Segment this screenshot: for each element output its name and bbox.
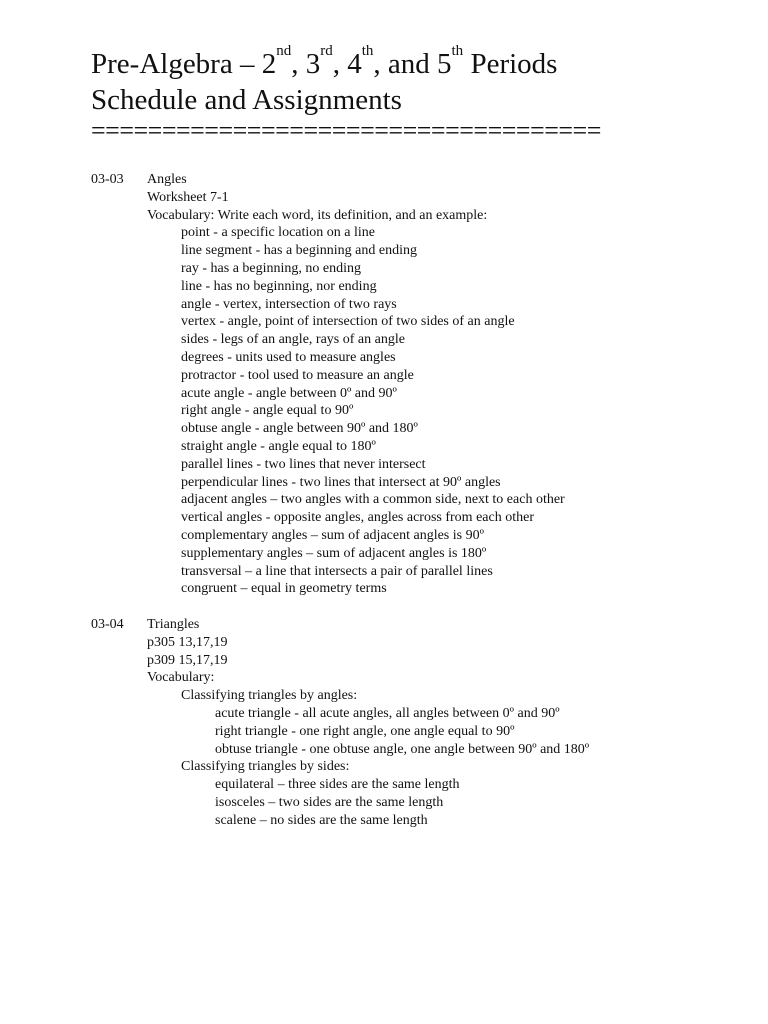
assignment-text: Worksheet 7-1	[147, 189, 229, 205]
superscript: th	[361, 43, 374, 59]
section-spacer	[0, 598, 768, 616]
assignment-item	[0, 189, 768, 207]
vocab-entry	[0, 812, 768, 830]
title-part: , 3	[291, 48, 321, 80]
section-date: 03-03	[91, 172, 124, 187]
vocab-entry	[0, 331, 768, 349]
vocab-text: straight angle - angle equal to 180º	[181, 438, 376, 454]
group-heading	[0, 687, 768, 705]
vocab-entry	[0, 349, 768, 367]
vocab-entry	[0, 402, 768, 420]
vocab-entry	[0, 385, 768, 403]
page-title	[91, 43, 558, 118]
vocab-text: adjacent angles – two angles with a common side, next to each other	[181, 492, 565, 508]
vocab-entry	[0, 527, 768, 545]
section-header	[0, 171, 768, 189]
vocab-text: scalene – no sides are the same length	[215, 812, 428, 828]
vocab-entry	[0, 545, 768, 563]
vocab-text: point - a specific location on a line	[181, 225, 375, 241]
title-part: Pre-Algebra – 2	[91, 48, 277, 80]
superscript: rd	[320, 43, 333, 59]
vocab-entry	[0, 705, 768, 723]
section-topic: Angles	[147, 172, 187, 187]
vocab-text: acute angle - angle between 0º and 90º	[181, 385, 397, 401]
assignment-text: p309 15,17,19	[147, 652, 228, 668]
assignment-text: p305 13,17,19	[147, 634, 228, 650]
vocab-text: degrees - units used to measure angles	[181, 349, 396, 365]
superscript: th	[451, 43, 464, 59]
vocab-text: congruent – equal in geometry terms	[181, 581, 387, 597]
vocab-entry	[0, 367, 768, 385]
section-header	[0, 616, 768, 634]
vocab-text: protractor - tool used to measure an angle	[181, 367, 414, 383]
assignment-item	[0, 634, 768, 652]
vocab-entry	[0, 563, 768, 581]
section-date: 03-04	[91, 616, 124, 632]
group-heading-text: Classifying triangles by angles:	[181, 688, 358, 704]
vocab-entry	[0, 260, 768, 278]
vocab-entry	[0, 313, 768, 331]
schedule-body	[0, 171, 768, 829]
page-subtitle: Schedule and Assignments	[91, 84, 402, 116]
vocab-text: parallel lines - two lines that never intersect	[181, 456, 426, 472]
vocab-text: perpendicular lines - two lines that intersect at 90º angles	[181, 474, 501, 490]
vocab-entry	[0, 794, 768, 812]
vocab-text: line - has no beginning, nor ending	[181, 278, 377, 294]
assignment-item	[0, 652, 768, 670]
vocab-text: equilateral – three sides are the same length	[215, 777, 460, 793]
vocab-entry	[0, 509, 768, 527]
title-divider: ====================================	[91, 118, 601, 144]
assignment-item	[0, 669, 768, 687]
vocab-text: line segment - has a beginning and ending	[181, 243, 417, 259]
assignment-item	[0, 207, 768, 225]
title-part: , and 5	[373, 48, 452, 80]
vocab-text: sides - legs of an angle, rays of an angle	[181, 332, 405, 348]
vocab-text: isosceles – two sides are the same length	[215, 794, 444, 810]
vocab-entry	[0, 474, 768, 492]
vocab-text: transversal – a line that intersects a pair of parallel lines	[181, 563, 493, 579]
vocab-text: ray - has a beginning, no ending	[181, 260, 362, 276]
vocab-entry	[0, 242, 768, 260]
superscript: nd	[276, 43, 292, 59]
vocab-text: right triangle - one right angle, one angle equal to 90º	[215, 723, 515, 739]
assignment-text: Vocabulary:	[147, 670, 215, 686]
vocab-entry	[0, 224, 768, 242]
vocab-entry	[0, 278, 768, 296]
vocab-entry	[0, 776, 768, 794]
vocab-entry	[0, 296, 768, 314]
group-heading-text: Classifying triangles by sides:	[181, 759, 350, 775]
vocab-text: acute triangle - all acute angles, all angles between 0º and 90º	[215, 705, 560, 721]
vocab-entry	[0, 456, 768, 474]
group-heading	[0, 758, 768, 776]
vocab-entry	[0, 491, 768, 509]
section-topic: Triangles	[147, 616, 200, 632]
vocab-entry	[0, 580, 768, 598]
title-part: , 4	[332, 48, 362, 80]
vocab-text: right angle - angle equal to 90º	[181, 403, 354, 419]
vocab-text: obtuse triangle - one obtuse angle, one angle between 90º and 180º	[215, 741, 590, 757]
title-line-1	[91, 43, 558, 82]
vocab-text: vertical angles - opposite angles, angles across from each other	[181, 510, 534, 526]
vocab-text: complementary angles – sum of adjacent angles is 90º	[181, 527, 484, 543]
title-part: Periods	[463, 48, 558, 80]
assignment-text: Vocabulary: Write each word, its definition, and an example:	[147, 207, 488, 223]
vocab-entry	[0, 741, 768, 759]
vocab-entry	[0, 420, 768, 438]
vocab-text: obtuse angle - angle between 90º and 180º	[181, 421, 418, 437]
vocab-entry	[0, 438, 768, 456]
vocab-entry	[0, 723, 768, 741]
vocab-text: vertex - angle, point of intersection of two sides of an angle	[181, 314, 515, 330]
vocab-text: supplementary angles – sum of adjacent angles is 180º	[181, 545, 487, 561]
vocab-text: angle - vertex, intersection of two rays	[181, 296, 397, 312]
